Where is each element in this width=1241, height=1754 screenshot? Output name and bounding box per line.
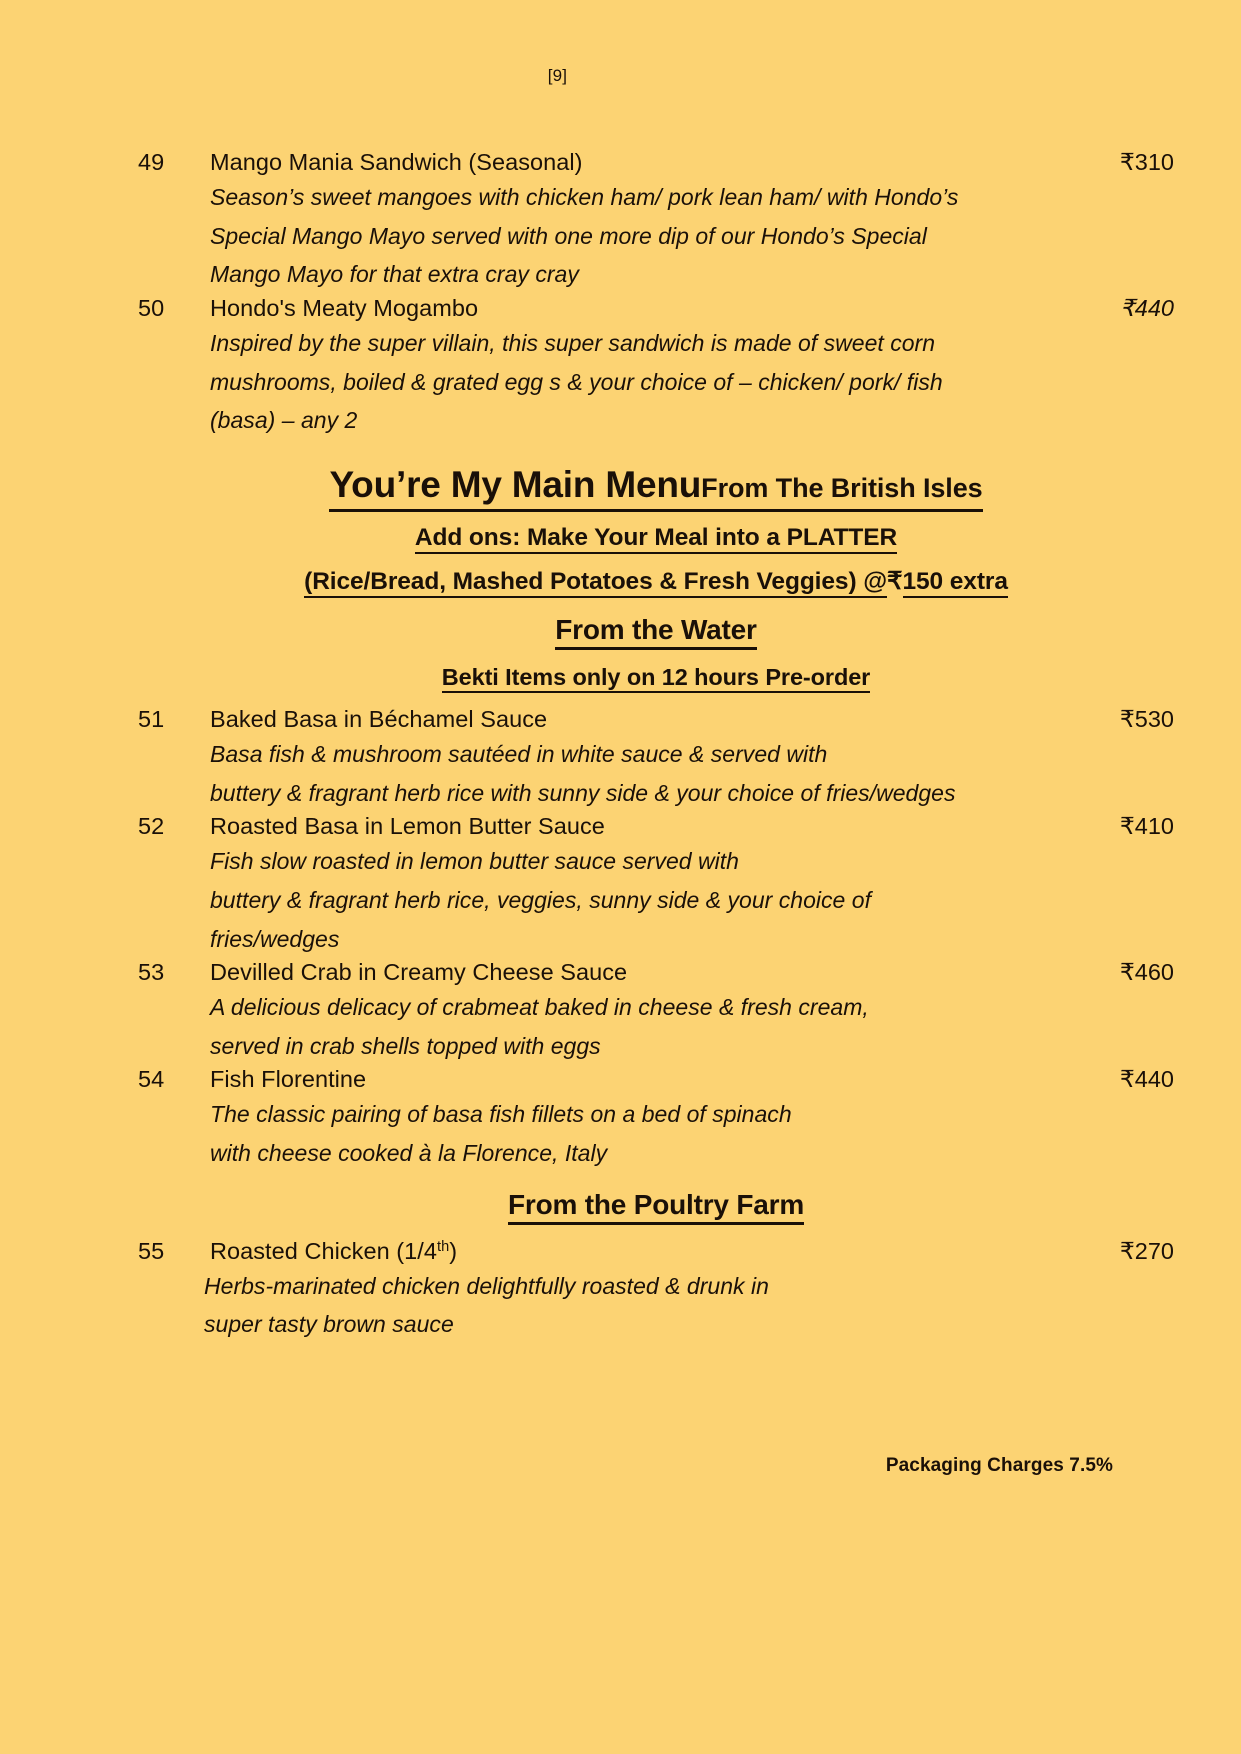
spacer xyxy=(138,693,948,705)
main-title-secondary: From The British Isles xyxy=(701,472,983,503)
rupee-symbol: ₹ xyxy=(887,568,903,595)
item-row xyxy=(138,705,1174,733)
section-subheading-bekti-text: Bekti Items only on 12 hours Pre-order xyxy=(442,664,870,693)
item-description-line: buttery & fragrant herb rice, veggies, sunny side & your choice of xyxy=(210,886,871,913)
spacer xyxy=(138,1225,948,1237)
section-heading-water-text: From the Water xyxy=(555,614,757,650)
item-description-line: with cheese cooked à la Florence, Italy xyxy=(210,1140,608,1166)
item-name: Fish Florentine xyxy=(210,1066,367,1093)
item-name: Devilled Crab in Creamy Cheese Sauce xyxy=(210,959,628,986)
item-row xyxy=(138,812,1174,840)
addons-line-1-text: Add ons: Make Your Meal into a PLATTER xyxy=(415,524,897,554)
item-number: 49 xyxy=(138,149,165,175)
item-number: 54 xyxy=(138,1066,165,1093)
menu-content xyxy=(138,148,1174,1344)
item-number: 53 xyxy=(138,959,165,986)
addons-line-2-suffix: 150 extra xyxy=(903,568,1008,598)
page-number: [9] xyxy=(547,66,568,85)
item-description-line: A delicious delicacy of crabmeat baked in cheese & fresh cream, xyxy=(210,994,869,1021)
menu-item-51 xyxy=(138,705,1174,812)
item-row xyxy=(138,1237,1174,1265)
item-row xyxy=(138,1065,1174,1093)
item-price: ₹460 xyxy=(1119,959,1174,986)
item-number: 52 xyxy=(138,813,165,840)
addons-line-2 xyxy=(138,566,1174,598)
item-name: Roasted Basa in Lemon Butter Sauce xyxy=(210,813,605,840)
item-description-line: The classic pairing of basa fish fillets on a bed of spinach xyxy=(210,1101,792,1128)
item-description-line: Special Mango Mayo served with one more dip of our Hondo’s Special xyxy=(210,222,927,249)
section-heading-water xyxy=(138,614,1174,650)
item-description-line: Season’s sweet mangoes with chicken ham/ pork lean ham/ with Hondo’s xyxy=(210,184,959,210)
item-row xyxy=(138,958,1174,986)
item-description-line: mushrooms, boiled & grated egg s & your choice of – chicken/ pork/ fish xyxy=(210,368,943,395)
item-description-line: Mango Mayo for that extra cray cray xyxy=(210,261,579,288)
section-subheading-bekti xyxy=(138,664,1174,693)
packaging-charges-note: Packaging Charges 7.5% xyxy=(885,1455,1113,1476)
item-description-line: super tasty brown sauce xyxy=(204,1311,454,1338)
item-description-line: Fish slow roasted in lemon butter sauce served with xyxy=(210,848,739,875)
item-number: 55 xyxy=(138,1237,165,1264)
item-name: Hondo's Meaty Mogambo xyxy=(210,294,479,321)
main-menu-title xyxy=(138,462,1174,512)
item-name xyxy=(210,1238,1120,1265)
item-name-superscript: th xyxy=(436,1238,450,1255)
item-price: ₹310 xyxy=(1119,149,1174,175)
menu-item-53 xyxy=(138,958,1174,1065)
item-description-line: Basa fish & mushroom sautéed in white sauce & served with xyxy=(210,741,828,767)
item-price: ₹440 xyxy=(1119,294,1174,321)
item-number: 51 xyxy=(138,706,165,732)
menu-item-49 xyxy=(138,148,1174,294)
item-description-line: fries/wedges xyxy=(210,925,340,952)
item-description-line: served in crab shells topped with eggs xyxy=(210,1032,601,1059)
addons-line-2-prefix: (Rice/Bread, Mashed Potatoes & Fresh Veggies) @ xyxy=(304,568,887,598)
item-price: ₹410 xyxy=(1119,813,1174,840)
item-row xyxy=(138,294,1174,322)
item-name: Baked Basa in Béchamel Sauce xyxy=(210,706,548,732)
menu-item-50 xyxy=(138,294,1174,440)
menu-item-55 xyxy=(138,1237,1174,1344)
item-row xyxy=(138,148,1174,176)
item-description-line: (basa) – any 2 xyxy=(210,407,358,434)
item-price: ₹270 xyxy=(1119,1237,1174,1264)
menu-item-52 xyxy=(138,812,1174,958)
item-price: ₹530 xyxy=(1119,706,1174,732)
item-description-line: Inspired by the super villain, this super sandwich is made of sweet corn xyxy=(210,329,936,356)
addons-line-1 xyxy=(138,524,1174,554)
section-heading-poultry xyxy=(138,1189,1174,1225)
main-title-primary: You’re My Main Menu xyxy=(329,463,702,505)
menu-item-54 xyxy=(138,1065,1174,1172)
item-name-prefix: Roasted Chicken (1/4 xyxy=(210,1237,437,1264)
section-heading-poultry-text: From the Poultry Farm xyxy=(508,1189,804,1225)
item-name: Mango Mania Sandwich (Seasonal) xyxy=(210,149,583,175)
main-title-underline xyxy=(329,462,982,512)
item-price: ₹440 xyxy=(1119,1066,1174,1093)
item-number: 50 xyxy=(138,294,165,321)
item-name-suffix: ) xyxy=(449,1237,458,1264)
item-description-line: buttery & fragrant herb rice with sunny side & your choice of fries/wedges xyxy=(210,779,956,806)
item-description-line: Herbs-marinated chicken delightfully roasted & drunk in xyxy=(204,1272,769,1299)
